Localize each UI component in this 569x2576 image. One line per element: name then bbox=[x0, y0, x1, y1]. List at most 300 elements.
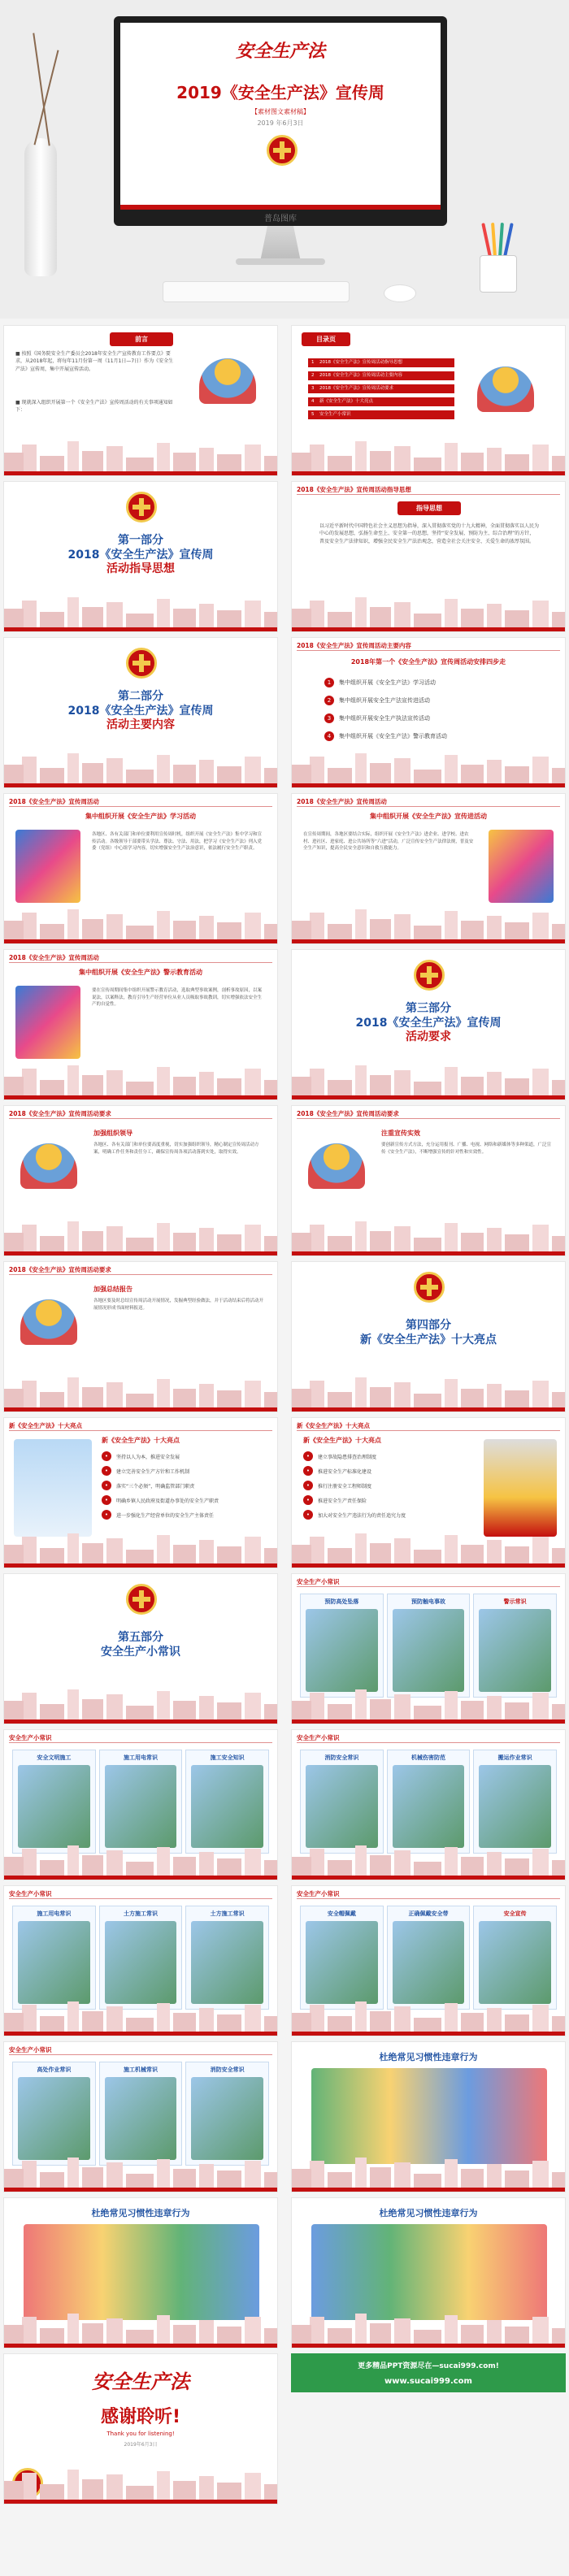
header-rule bbox=[297, 806, 560, 807]
item-bullet: • bbox=[102, 1510, 111, 1520]
violation-title: 杜绝常见习惯性违章行为 bbox=[379, 2208, 478, 2218]
tip-card-title: 施工用电常识 bbox=[37, 1910, 72, 1917]
item-label: 坚持以人为本，推进安全发展 bbox=[116, 1454, 180, 1460]
tip-card-title: 搬运作业常识 bbox=[497, 1754, 532, 1761]
part-3-title bbox=[292, 1002, 565, 1045]
item-bullet: • bbox=[303, 1495, 313, 1505]
tip-card-title: 高处作业常识 bbox=[37, 2066, 72, 2073]
tip-card bbox=[185, 1750, 269, 1854]
item-number: 2 bbox=[324, 696, 334, 705]
highlight-item bbox=[303, 1509, 406, 1520]
slide-header: 安全生产小常识 bbox=[9, 1734, 52, 1741]
tip-card bbox=[300, 1906, 384, 2010]
tip-card-image bbox=[306, 1921, 378, 2004]
tip-card bbox=[300, 1750, 384, 1854]
tip-card-title: 土方施工常识 bbox=[210, 1910, 245, 1917]
slide-ad bbox=[291, 2353, 566, 2504]
city-skyline bbox=[292, 1530, 565, 1568]
tip-cards bbox=[12, 2062, 269, 2166]
red-bar bbox=[4, 1563, 277, 1568]
tip-card-title: 安全文明施工 bbox=[37, 1754, 72, 1761]
item-label: 进一步强化生产经营单位的安全生产主体责任 bbox=[116, 1512, 215, 1519]
city-skyline bbox=[292, 1218, 565, 1255]
content-list-item bbox=[324, 731, 447, 742]
safety-sign-illustration bbox=[14, 1439, 92, 1537]
tip-card bbox=[473, 1906, 557, 2010]
part-2-title bbox=[4, 690, 277, 733]
header-rule bbox=[9, 1118, 272, 1119]
red-bar bbox=[292, 2032, 565, 2036]
tip-card-image bbox=[105, 1921, 177, 2004]
item-bullet: • bbox=[102, 1466, 111, 1476]
tip-card-image bbox=[18, 2077, 90, 2160]
city-skyline bbox=[4, 1062, 277, 1099]
tip-card-image bbox=[479, 1921, 551, 2004]
header-rule bbox=[9, 1742, 272, 1743]
tip-card-image bbox=[306, 1609, 378, 1692]
slide-violation-1 bbox=[291, 2041, 566, 2192]
monitor-stand bbox=[260, 226, 301, 262]
part-4-title bbox=[292, 1319, 565, 1347]
header-rule bbox=[9, 1430, 272, 1431]
toc-item-label: 新《安全生产法》十大亮点 bbox=[319, 399, 374, 404]
header-rule bbox=[297, 1898, 560, 1899]
red-bar bbox=[4, 939, 277, 943]
city-skyline bbox=[292, 1686, 565, 1724]
header-rule bbox=[297, 1430, 560, 1431]
item-label: 落实“三个必须”，明确监管部门职责 bbox=[116, 1483, 195, 1490]
highlight-item bbox=[102, 1465, 189, 1477]
preface-paragraph-1: ■ 按照《国务院安全生产委员会2018年安全生产宣传教育工作要点》要求，从2018年起，将每年11月份第一周（11月1日—7日）作为《安全生产法》宣传周，集中开展宣传活动。 bbox=[15, 351, 174, 372]
red-bar bbox=[292, 939, 565, 943]
city-skyline bbox=[292, 1998, 565, 2036]
tip-card-title: 正确佩戴安全带 bbox=[408, 1910, 449, 1917]
tip-card-image bbox=[191, 1921, 263, 2004]
slide-violation-2 bbox=[3, 2197, 278, 2348]
item-label: 推进安全生产责任保险 bbox=[318, 1498, 367, 1504]
city-skyline bbox=[292, 438, 565, 475]
red-bar bbox=[292, 1407, 565, 1412]
slide-part-5 bbox=[3, 1573, 278, 1724]
tip-card-image bbox=[191, 1765, 263, 1848]
slide-header: 2018《安全生产法》宣传周活动要求 bbox=[9, 1266, 111, 1273]
tip-card bbox=[300, 1594, 384, 1698]
tip-card-image bbox=[479, 1765, 551, 1848]
thanks-subtitle: Thank you for listening! bbox=[106, 2431, 175, 2437]
part-label: 第一部分 bbox=[118, 534, 163, 547]
hero-title: 2019《安全生产法》宣传周 bbox=[176, 83, 384, 102]
tip-card bbox=[12, 1750, 96, 1854]
tip-card-image bbox=[393, 1921, 465, 2004]
tip-card-title: 消防安全常识 bbox=[324, 1754, 359, 1761]
requirement-label: 加强总结报告 bbox=[93, 1286, 132, 1293]
toc-label: 目录页 bbox=[302, 332, 350, 346]
safety-cross-emblem-icon bbox=[126, 1584, 157, 1615]
part-line-1: 2018《安全生产法》宣传周 bbox=[67, 704, 214, 718]
red-bar bbox=[4, 2344, 277, 2348]
warning-subtitle: 集中组织开展《安全生产法》警示教育活动 bbox=[79, 969, 202, 976]
toc-item[interactable] bbox=[308, 371, 454, 380]
city-skyline bbox=[292, 906, 565, 943]
tip-card bbox=[99, 1906, 183, 2010]
violation-title: 杜绝常见习惯性违章行为 bbox=[379, 2052, 478, 2062]
highlight-item bbox=[102, 1451, 180, 1462]
tip-card-title: 消防安全常识 bbox=[210, 2066, 245, 2073]
item-number: 3 bbox=[324, 713, 334, 723]
ad-url-link[interactable]: www.sucai999.com bbox=[384, 2377, 472, 2386]
slide-header: 2018《安全生产法》宣传周活动 bbox=[9, 798, 99, 805]
part-line-2: 活动要求 bbox=[406, 1030, 451, 1043]
item-label: 集中组织开展安全生产法宣传进活动 bbox=[339, 697, 430, 704]
red-bar bbox=[292, 1563, 565, 1568]
worker-group-illustration bbox=[199, 358, 256, 404]
toc-item-number: 3 bbox=[311, 386, 315, 391]
city-skyline bbox=[4, 2310, 277, 2348]
part-label: 第二部分 bbox=[118, 690, 163, 703]
requirement-body: 各地区要及时总结宣传周活动开展情况，发掘典型经验做法，并于活动结束后将活动开展情况形成书面材料报送。 bbox=[93, 1299, 264, 1311]
city-skyline bbox=[120, 161, 441, 210]
header-rule bbox=[9, 1274, 272, 1275]
red-bar bbox=[292, 627, 565, 631]
tip-card-title: 土方施工常识 bbox=[124, 1910, 158, 1917]
slide-header: 2018《安全生产法》宣传周活动 bbox=[297, 798, 387, 805]
red-bar bbox=[4, 1407, 277, 1412]
red-bar bbox=[4, 2032, 277, 2036]
red-bar bbox=[292, 1720, 565, 1724]
slide-highlights-1 bbox=[3, 1417, 278, 1568]
item-label: 集中组织开展《安全生产法》学习活动 bbox=[339, 679, 436, 686]
city-skyline bbox=[4, 1998, 277, 2036]
safety-cross-emblem-icon bbox=[414, 1272, 445, 1303]
slide-tips-1 bbox=[291, 1573, 566, 1724]
highlight-item bbox=[102, 1494, 219, 1506]
highlight-item bbox=[102, 1480, 194, 1491]
tip-card bbox=[99, 2062, 183, 2166]
item-label: 集中组织开展安全生产执法宣传活动 bbox=[339, 715, 430, 722]
requirement-body: 各地区、各有关部门和单位要高度重视，切实加强组织领导，精心制定宣传周活动方案，明确工作任务和责任分工，确保宣传周各项活动落到实处，取得实效。 bbox=[93, 1143, 259, 1155]
tip-card-image bbox=[191, 2077, 263, 2160]
header-rule bbox=[297, 1118, 560, 1119]
content-list-title: 2018年第一个《安全生产法》宣传周活动安排四步走 bbox=[350, 658, 506, 666]
item-bullet: • bbox=[303, 1510, 313, 1520]
slide-header: 安全生产小常识 bbox=[9, 2046, 52, 2053]
ad-banner[interactable] bbox=[291, 2353, 566, 2392]
tip-card-title: 施工用电常识 bbox=[124, 1754, 158, 1761]
slide-part-2 bbox=[3, 637, 278, 788]
tip-card-title: 安全宣传 bbox=[503, 1910, 527, 1917]
slide-thanks bbox=[3, 2353, 278, 2504]
tip-card-image bbox=[393, 1609, 465, 1692]
hero-date: 2019 年6月3日 bbox=[257, 119, 304, 127]
slide-part-4 bbox=[291, 1261, 566, 1412]
slide-requirement-3 bbox=[3, 1261, 278, 1412]
content-list-item bbox=[324, 695, 430, 706]
part-line-1: 2018《安全生产法》宣传周 bbox=[355, 1016, 502, 1030]
requirement-body: 要创新宣传方式方法，充分运用报刊、广播、电视、网络和新媒体等多种渠道，广泛宣传《安全生产法》，不断增强宣传的针对性和实效性。 bbox=[381, 1143, 552, 1155]
city-skyline bbox=[292, 750, 565, 787]
safety-cross-emblem-icon bbox=[414, 960, 445, 991]
slide-preface bbox=[3, 325, 278, 476]
tip-card bbox=[12, 2062, 96, 2166]
keyboard bbox=[163, 281, 350, 302]
red-bar bbox=[4, 1720, 277, 1724]
tip-cards bbox=[300, 1906, 557, 2010]
red-bar bbox=[4, 2500, 277, 2504]
item-bullet: • bbox=[303, 1451, 313, 1461]
tip-card bbox=[185, 1906, 269, 2010]
slide-header: 安全生产小常识 bbox=[297, 1890, 340, 1897]
slide-toc bbox=[291, 325, 566, 476]
tip-card-image bbox=[18, 1921, 90, 2004]
slide-tips-5 bbox=[291, 1885, 566, 2036]
slide-header: 新《安全生产法》十大亮点 bbox=[9, 1422, 82, 1429]
red-bar bbox=[292, 2344, 565, 2348]
red-bar bbox=[4, 1095, 277, 1099]
red-bar bbox=[4, 1251, 277, 1255]
safety-cross-emblem-icon bbox=[126, 492, 157, 523]
slide-tips-4 bbox=[3, 1885, 278, 2036]
violation-illustration bbox=[24, 2224, 259, 2320]
city-skyline bbox=[292, 1062, 565, 1099]
item-number: 1 bbox=[324, 678, 334, 687]
toc-item[interactable] bbox=[308, 384, 454, 393]
toc-item-label: 2018《安全生产法》宣传周活动指导思想 bbox=[319, 360, 402, 365]
toc-item-label: 安全生产小常识 bbox=[319, 412, 351, 417]
worker-photo-illustration bbox=[489, 830, 554, 903]
red-bar bbox=[4, 2188, 277, 2192]
slide-requirement-1 bbox=[3, 1105, 278, 1256]
red-bar bbox=[292, 1876, 565, 1880]
item-label: 推行注册安全工程师制度 bbox=[318, 1483, 372, 1490]
city-skyline bbox=[4, 2466, 277, 2504]
city-skyline bbox=[4, 1686, 277, 1724]
worker-group-illustration bbox=[20, 1143, 77, 1189]
red-bar bbox=[4, 627, 277, 631]
thanks-title: 感谢聆听! bbox=[100, 2407, 181, 2427]
tip-card bbox=[387, 1750, 471, 1854]
tip-cards bbox=[12, 1906, 269, 2010]
toc-item[interactable] bbox=[308, 397, 454, 406]
guiding-label: 指导思想 bbox=[397, 501, 461, 515]
toc-item-label: 2018《安全生产法》宣传周活动要求 bbox=[319, 386, 393, 391]
item-bullet: • bbox=[303, 1481, 313, 1490]
slide-requirement-2 bbox=[291, 1105, 566, 1256]
monitor-stand-base bbox=[236, 258, 325, 265]
slide-violation-3 bbox=[291, 2197, 566, 2348]
slide-header: 2018《安全生产法》宣传周活动要求 bbox=[297, 1110, 399, 1117]
hero-logo: 安全生产法 bbox=[235, 41, 325, 62]
guiding-body: 以习近平新时代中国特色社会主义思想为指导，深入贯彻落实党的十九大精神，全面贯彻落实以人民为中心的发展思想，弘扬生命至上、安全第一的思想，坚持“安全发展、预防为主、综合治理”的方针，普及安全生产法律知识，增强全民安全生产法治观念，营造全社会关注安全、关爱生命的浓厚氛围。 bbox=[319, 523, 540, 544]
slide-header: 2018《安全生产法》宣传周活动主要内容 bbox=[297, 642, 411, 649]
safety-cross-emblem-icon bbox=[126, 648, 157, 679]
header-rule bbox=[9, 1898, 272, 1899]
toc-item[interactable] bbox=[308, 358, 454, 367]
tip-cards bbox=[300, 1594, 557, 1698]
part-1-title bbox=[4, 534, 277, 577]
tip-cards bbox=[300, 1750, 557, 1854]
toc-item[interactable] bbox=[308, 410, 454, 419]
thanks-logo: 安全生产法 bbox=[92, 2370, 189, 2393]
item-bullet: • bbox=[303, 1466, 313, 1476]
hero-subtitle: 【素材图文素材稿】 bbox=[251, 108, 310, 115]
study-subtitle: 集中组织开展《安全生产法》学习活动 bbox=[85, 813, 196, 820]
highlights-subtitle: 新《安全生产法》十大亮点 bbox=[102, 1437, 180, 1444]
vase-decoration bbox=[24, 138, 57, 276]
tip-card-image bbox=[306, 1765, 378, 1848]
header-rule bbox=[9, 2054, 272, 2055]
highlights-subtitle: 新《安全生产法》十大亮点 bbox=[303, 1437, 381, 1444]
slide-tips-2 bbox=[3, 1729, 278, 1880]
header-rule bbox=[297, 1586, 560, 1587]
tip-card-title: 警示常识 bbox=[503, 1598, 527, 1605]
city-skyline bbox=[292, 594, 565, 631]
tip-card bbox=[387, 1906, 471, 2010]
slide-header: 2018《安全生产法》宣传周活动 bbox=[9, 954, 99, 961]
city-skyline bbox=[292, 2310, 565, 2348]
slide-enter-activity bbox=[291, 793, 566, 944]
monitor-screen bbox=[120, 23, 441, 210]
part-line-1: 2018《安全生产法》宣传周 bbox=[67, 548, 214, 562]
slide-content-list bbox=[291, 637, 566, 788]
item-label: 集中组织开展《安全生产法》警示教育活动 bbox=[339, 733, 447, 739]
city-skyline bbox=[4, 438, 277, 475]
item-label: 建立完善安全生产方针和工作机制 bbox=[116, 1468, 190, 1475]
requirement-label: 加强组织领导 bbox=[93, 1130, 132, 1137]
tip-card-title: 机械伤害防范 bbox=[411, 1754, 445, 1761]
mouse bbox=[384, 284, 416, 302]
part-line-2: 活动指导思想 bbox=[106, 562, 175, 575]
item-bullet: • bbox=[102, 1451, 111, 1461]
item-label: 加大对安全生产违法行为的责任追究力度 bbox=[318, 1512, 406, 1519]
tip-card-image bbox=[18, 1765, 90, 1848]
item-label: 建立事故隐患排查治理制度 bbox=[318, 1454, 377, 1460]
part-line-1: 新《安全生产法》十大亮点 bbox=[360, 1333, 497, 1347]
tip-card bbox=[12, 1906, 96, 2010]
red-bar bbox=[120, 205, 441, 210]
city-skyline bbox=[292, 1842, 565, 1880]
worker-group-illustration bbox=[477, 366, 534, 412]
part-label: 第三部分 bbox=[406, 1002, 451, 1015]
city-skyline bbox=[4, 1218, 277, 1255]
ad-line-1: 更多精品PPT资源尽在—sucai999.com! bbox=[358, 2362, 499, 2370]
enter-body: 在宣传周期间，各地区要结合实际，组织开展《安全生产法》进企业、进学校、进农村、进社区、进家庭、进公共场所等“六进”活动，广泛宣传安全生产法律法规，普及安全生产知识，提高全民安全意识和自救互救能力。 bbox=[303, 832, 474, 852]
red-bar bbox=[292, 2188, 565, 2192]
header-rule bbox=[297, 494, 560, 495]
violation-illustration bbox=[311, 2224, 547, 2320]
tip-card-image bbox=[105, 1765, 177, 1848]
city-skyline bbox=[292, 1374, 565, 1412]
warning-body: 要在宣传周期间集中组织开展警示教育活动，选取典型事故案例，剖析事故原因，以案说法，以案释法，教育引导生产经营单位从业人员吸取事故教训，切实增强依法安全生产的自觉性。 bbox=[92, 988, 263, 1008]
item-bullet: • bbox=[102, 1481, 111, 1490]
pencil-cup bbox=[480, 255, 517, 293]
red-bar bbox=[4, 471, 277, 475]
hero-mockup bbox=[0, 0, 569, 319]
toc-item-number: 1 bbox=[311, 360, 315, 365]
slide-part-3 bbox=[291, 949, 566, 1100]
slide-tips-3 bbox=[291, 1729, 566, 1880]
tip-card-title: 施工机械常识 bbox=[124, 2066, 158, 2073]
tip-card bbox=[185, 2062, 269, 2166]
red-bar bbox=[292, 1095, 565, 1099]
highlight-item bbox=[303, 1465, 371, 1477]
thanks-date: 2019年6月3日 bbox=[124, 2442, 158, 2448]
header-rule bbox=[297, 1742, 560, 1743]
toc-item-number: 5 bbox=[311, 412, 315, 417]
tip-card-image bbox=[105, 2077, 177, 2160]
tip-cards bbox=[12, 1750, 269, 1854]
tip-card-title: 施工安全知识 bbox=[210, 1754, 245, 1761]
toc-item-number: 4 bbox=[311, 399, 315, 404]
item-label: 明确乡镇人民政府及街道办事处的安全生产职责 bbox=[116, 1498, 219, 1504]
tip-card-title: 安全帽佩戴 bbox=[327, 1910, 356, 1917]
monitor-mockup bbox=[114, 16, 447, 226]
part-line-1: 安全生产小常识 bbox=[101, 1645, 180, 1659]
toc-item-label: 2018《安全生产法》宣传周活动主要内容 bbox=[319, 373, 402, 378]
worker-photo-illustration bbox=[15, 830, 80, 903]
slide-tips-6 bbox=[3, 2041, 278, 2192]
header-rule bbox=[9, 806, 272, 807]
part-5-title bbox=[4, 1631, 277, 1659]
worker-group-illustration bbox=[20, 1299, 77, 1345]
tip-card-image bbox=[393, 1765, 465, 1848]
city-skyline bbox=[292, 2154, 565, 2192]
slide-header: 2018《安全生产法》宣传周活动要求 bbox=[9, 1110, 111, 1117]
item-label: 推进安全生产标准化建设 bbox=[318, 1468, 372, 1475]
tip-card-title: 预防高处坠落 bbox=[324, 1598, 359, 1605]
preface-label: 前言 bbox=[110, 332, 173, 346]
city-skyline bbox=[4, 1530, 277, 1568]
highlight-item bbox=[303, 1451, 376, 1462]
slide-highlights-2 bbox=[291, 1417, 566, 1568]
header-rule bbox=[9, 962, 272, 963]
tip-card bbox=[473, 1750, 557, 1854]
city-skyline bbox=[4, 1842, 277, 1880]
part-label: 第五部分 bbox=[118, 1631, 163, 1644]
red-bar bbox=[4, 783, 277, 787]
study-body: 各地区、各有关部门和单位要利用宣传周时机，组织开展《安全生产法》集中学习和宣传活动。各级领导干部要带头学法、尊法、守法、用法，把学习《安全生产法》列入党委（党组）中心组学习内容，切实增强安全生产法治意识，依法履行安全生产职责。 bbox=[92, 832, 263, 852]
tip-card bbox=[473, 1594, 557, 1698]
preface-paragraph-2: ■ 现就深入组织开展第一个《安全生产法》宣传周活动的有关事项通知如下： bbox=[15, 400, 173, 414]
red-bar bbox=[292, 1251, 565, 1255]
slide-header: 安全生产小常识 bbox=[297, 1578, 340, 1585]
worker-photo-illustration bbox=[15, 986, 80, 1059]
enter-subtitle: 集中组织开展《安全生产法》宣传进活动 bbox=[370, 813, 487, 820]
city-skyline bbox=[4, 1374, 277, 1412]
city-skyline bbox=[4, 906, 277, 943]
tip-card bbox=[387, 1594, 471, 1698]
item-bullet: • bbox=[102, 1495, 111, 1505]
slide-header: 安全生产小常识 bbox=[297, 1734, 340, 1741]
slide-header: 2018《安全生产法》宣传周活动指导思想 bbox=[297, 486, 411, 493]
red-bar bbox=[292, 471, 565, 475]
worker-group-illustration bbox=[308, 1143, 365, 1189]
slide-part-1 bbox=[3, 481, 278, 632]
slide-warning-activity bbox=[3, 949, 278, 1100]
content-list-item bbox=[324, 713, 430, 724]
city-skyline bbox=[4, 750, 277, 787]
slide-header: 安全生产小常识 bbox=[9, 1890, 52, 1897]
highlight-item bbox=[102, 1509, 214, 1520]
city-skyline bbox=[4, 2154, 277, 2192]
slide-study-activity bbox=[3, 793, 278, 944]
violation-title: 杜绝常见习惯性违章行为 bbox=[91, 2208, 190, 2218]
violation-illustration bbox=[311, 2068, 547, 2164]
slide-header: 新《安全生产法》十大亮点 bbox=[297, 1422, 370, 1429]
toc-item-number: 2 bbox=[311, 373, 315, 378]
city-skyline bbox=[4, 594, 277, 631]
tip-card bbox=[99, 1750, 183, 1854]
slide-guiding-ideology bbox=[291, 481, 566, 632]
